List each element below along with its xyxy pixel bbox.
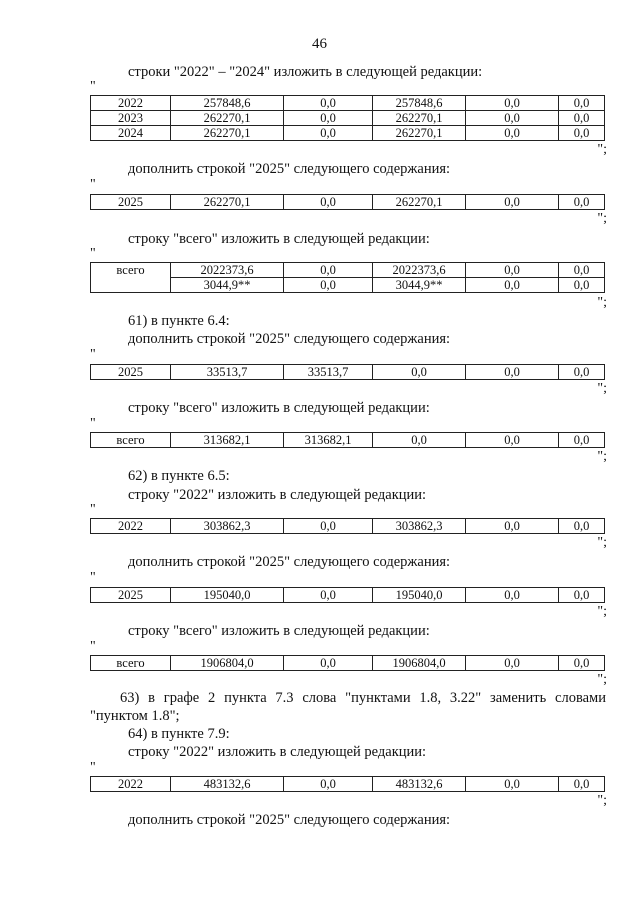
table-cell: 483132,6 <box>171 777 284 792</box>
table-row <box>91 588 605 603</box>
data-table <box>90 518 605 534</box>
data-table <box>90 364 605 380</box>
table-row <box>91 126 605 141</box>
closing-quote: "; <box>597 672 607 687</box>
closing-quote: "; <box>597 381 607 396</box>
table-cell: 0,0 <box>559 588 605 603</box>
table-cell: 0,0 <box>284 588 373 603</box>
table-cell: 313682,1 <box>171 433 284 448</box>
table-cell: 0,0 <box>466 126 559 141</box>
opening-quote: " <box>90 570 96 585</box>
data-table <box>90 432 605 448</box>
data-table <box>90 776 605 792</box>
instruction-text: дополнить строкой "2025" следующего содержания: <box>128 554 451 570</box>
instruction-text: строку "2022" изложить в следующей редакции: <box>128 487 427 503</box>
table-cell: 0,0 <box>284 656 373 671</box>
table-cell: 0,0 <box>559 519 605 534</box>
closing-quote: "; <box>597 535 607 550</box>
table-cell: 0,0 <box>559 96 605 111</box>
opening-quote: " <box>90 416 96 431</box>
table-cell: 3044,9** <box>373 278 466 293</box>
opening-quote: " <box>90 79 96 94</box>
table-cell: 262270,1 <box>373 111 466 126</box>
closing-quote: "; <box>597 295 607 310</box>
table-cell: 0,0 <box>284 111 373 126</box>
table-cell: 1906804,0 <box>373 656 466 671</box>
table-cell: 0,0 <box>466 519 559 534</box>
table-row <box>91 433 605 448</box>
table-row <box>91 365 605 380</box>
closing-quote: "; <box>597 793 607 808</box>
table-cell: 0,0 <box>466 96 559 111</box>
instruction-text: строку "2022" изложить в следующей редакции: <box>128 744 427 760</box>
table-cell: 0,0 <box>559 656 605 671</box>
table-cell: 33513,7 <box>284 365 373 380</box>
instruction-text: строку "всего" изложить в следующей редакции: <box>128 623 430 639</box>
table-cell: 2022 <box>91 96 171 111</box>
table-cell: 262270,1 <box>373 195 466 210</box>
table-cell: 257848,6 <box>171 96 284 111</box>
table-cell: 262270,1 <box>373 126 466 141</box>
table-cell: 262270,1 <box>171 111 284 126</box>
table-cell: 0,0 <box>559 263 605 278</box>
item-heading: 61) в пункте 6.4: <box>128 313 230 329</box>
table-cell: 262270,1 <box>171 195 284 210</box>
table-row <box>91 263 605 278</box>
table-cell: всего <box>91 656 171 671</box>
closing-quote: "; <box>597 604 607 619</box>
table-cell: 257848,6 <box>373 96 466 111</box>
table-cell: 2025 <box>91 588 171 603</box>
table-cell: 0,0 <box>466 111 559 126</box>
table-cell: 2023 <box>91 111 171 126</box>
table-cell: 0,0 <box>284 96 373 111</box>
table-cell: 0,0 <box>284 263 373 278</box>
table-cell: 1906804,0 <box>171 656 284 671</box>
opening-quote: " <box>90 177 96 192</box>
table-cell: 0,0 <box>284 126 373 141</box>
table-cell: 0,0 <box>466 656 559 671</box>
closing-quote: "; <box>597 142 607 157</box>
table-cell: 0,0 <box>373 365 466 380</box>
data-table <box>90 194 605 210</box>
table-cell: 0,0 <box>284 519 373 534</box>
closing-quote: "; <box>597 449 607 464</box>
table-row <box>91 519 605 534</box>
table-cell: 2022373,6 <box>373 263 466 278</box>
table-cell: 0,0 <box>559 433 605 448</box>
table-cell: 2025 <box>91 365 171 380</box>
data-table <box>90 262 605 293</box>
table-cell: 0,0 <box>466 588 559 603</box>
table-cell: 2022 <box>91 519 171 534</box>
table-cell: 0,0 <box>559 777 605 792</box>
opening-quote: " <box>90 760 96 775</box>
table-cell: всего <box>91 433 171 448</box>
instruction-text: строку "всего" изложить в следующей редакции: <box>128 400 430 416</box>
table-cell: 195040,0 <box>373 588 466 603</box>
table-cell: 195040,0 <box>171 588 284 603</box>
table-cell: 0,0 <box>284 278 373 293</box>
table-cell: 0,0 <box>466 263 559 278</box>
opening-quote: " <box>90 347 96 362</box>
table-row <box>91 96 605 111</box>
table-row <box>91 195 605 210</box>
page-number: 46 <box>312 36 327 52</box>
table-cell: 0,0 <box>559 278 605 293</box>
table-cell: 0,0 <box>284 777 373 792</box>
table-cell: 0,0 <box>559 111 605 126</box>
table-cell: 0,0 <box>466 278 559 293</box>
table-cell: 2025 <box>91 195 171 210</box>
table-cell: 0,0 <box>559 126 605 141</box>
table-cell: 2024 <box>91 126 171 141</box>
table-cell: 3044,9** <box>171 278 284 293</box>
item-heading: 64) в пункте 7.9: <box>128 726 230 742</box>
table-cell: 0,0 <box>559 365 605 380</box>
table-cell: 0,0 <box>466 777 559 792</box>
table-row <box>91 111 605 126</box>
instruction-text: дополнить строкой "2025" следующего содержания: <box>128 812 451 828</box>
table-cell: 303862,3 <box>171 519 284 534</box>
table-cell: 262270,1 <box>171 126 284 141</box>
table-cell: 313682,1 <box>284 433 373 448</box>
table-cell: 33513,7 <box>171 365 284 380</box>
opening-quote: " <box>90 639 96 654</box>
data-table <box>90 655 605 671</box>
data-table <box>90 95 605 141</box>
paragraph-item-63: 63) в графе 2 пункта 7.3 слова "пунктами 1.8, 3.22" заменить словами "пунктом 1.8"; <box>90 690 606 724</box>
table-row <box>91 656 605 671</box>
table-cell: 0,0 <box>466 433 559 448</box>
opening-quote: " <box>90 246 96 261</box>
instruction-text: строки "2022" – "2024" изложить в следующей редакции: <box>128 64 483 80</box>
opening-quote: " <box>90 502 96 517</box>
table-cell-label: всего <box>91 263 171 293</box>
table-cell: 0,0 <box>559 195 605 210</box>
instruction-text: дополнить строкой "2025" следующего содержания: <box>128 161 451 177</box>
instruction-text: строку "всего" изложить в следующей редакции: <box>128 231 430 247</box>
table-cell: 0,0 <box>284 195 373 210</box>
table-row <box>91 777 605 792</box>
table-cell: 0,0 <box>373 433 466 448</box>
table-cell: 0,0 <box>466 195 559 210</box>
table-cell: 303862,3 <box>373 519 466 534</box>
data-table <box>90 587 605 603</box>
closing-quote: "; <box>597 211 607 226</box>
instruction-text: дополнить строкой "2025" следующего содержания: <box>128 331 451 347</box>
table-cell: 483132,6 <box>373 777 466 792</box>
table-cell: 2022373,6 <box>171 263 284 278</box>
item-heading: 62) в пункте 6.5: <box>128 468 230 484</box>
table-cell: 0,0 <box>466 365 559 380</box>
table-cell: 2022 <box>91 777 171 792</box>
